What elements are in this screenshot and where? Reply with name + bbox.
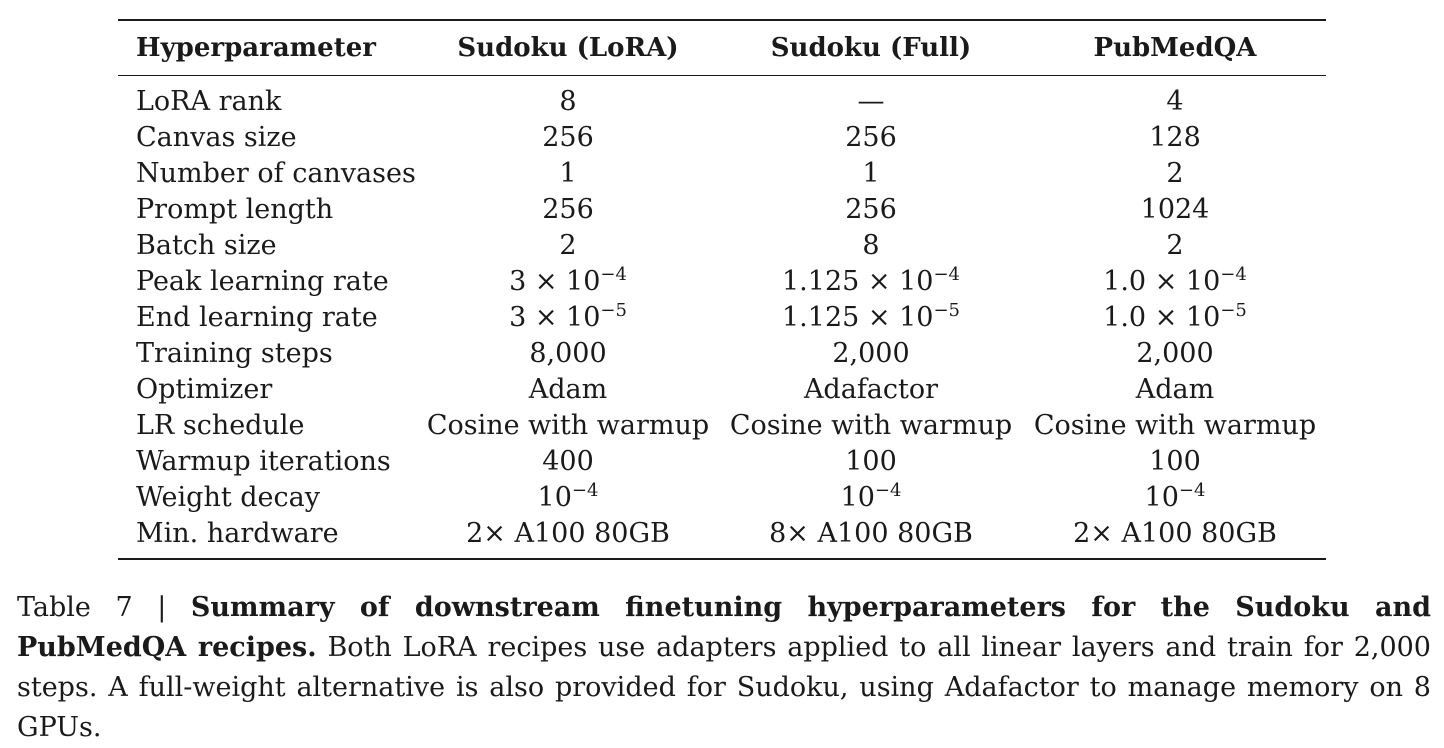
cell-value: 1.0 × 10 bbox=[1103, 266, 1221, 297]
table-cell bbox=[718, 156, 1024, 192]
table-row bbox=[118, 336, 1326, 372]
table-cell bbox=[418, 264, 718, 300]
table-row bbox=[118, 120, 1326, 156]
cell-value: 1.125 × 10 bbox=[782, 302, 934, 333]
table-cell bbox=[418, 76, 718, 121]
table-cell bbox=[418, 336, 718, 372]
table-cell bbox=[1024, 336, 1326, 372]
table-row bbox=[118, 408, 1326, 444]
cell-value: 8 bbox=[862, 230, 880, 261]
cell-value: 4 bbox=[1166, 86, 1184, 117]
cell-value: 3 × 10 bbox=[509, 302, 601, 333]
cell-value: 2,000 bbox=[1136, 338, 1214, 369]
table-cell bbox=[718, 444, 1024, 480]
cell-value: 2,000 bbox=[832, 338, 910, 369]
cell-value: 1.125 × 10 bbox=[782, 266, 934, 297]
table-cell bbox=[1024, 192, 1326, 228]
table-row bbox=[118, 300, 1326, 336]
cell-value: 8 bbox=[559, 86, 577, 117]
table-header-row bbox=[118, 20, 1326, 76]
cell-value: 2× A100 80GB bbox=[466, 518, 670, 549]
cell-value: Cosine with warmup bbox=[426, 410, 710, 441]
cell-exponent: −4 bbox=[874, 480, 902, 501]
cell-value: Cosine with warmup bbox=[729, 410, 1013, 441]
cell-exponent: −4 bbox=[933, 264, 960, 285]
table-cell bbox=[1024, 444, 1326, 480]
table-cell bbox=[718, 408, 1024, 444]
table-body bbox=[118, 76, 1326, 560]
table-row bbox=[118, 192, 1326, 228]
table-cell bbox=[418, 516, 718, 559]
cell-value: 256 bbox=[845, 194, 897, 225]
header-pubmedqa: PubMedQA bbox=[1093, 33, 1257, 63]
caption-prefix: Table 7 | bbox=[17, 592, 191, 623]
row-label: End learning rate bbox=[136, 302, 378, 333]
row-label: LoRA rank bbox=[136, 86, 282, 117]
cell-value: 256 bbox=[845, 122, 897, 153]
table-cell bbox=[718, 264, 1024, 300]
cell-value: 1 bbox=[559, 158, 577, 189]
table-cell bbox=[718, 480, 1024, 516]
cell-value: 2 bbox=[1166, 158, 1184, 189]
table-cell bbox=[1024, 120, 1326, 156]
cell-value: 2 bbox=[559, 230, 577, 261]
table-cell bbox=[1024, 480, 1326, 516]
table-cell bbox=[418, 444, 718, 480]
table-cell bbox=[418, 408, 718, 444]
table-cell bbox=[718, 516, 1024, 559]
row-label: Warmup iterations bbox=[136, 446, 391, 477]
table-cell bbox=[1024, 516, 1326, 559]
table-cell bbox=[1024, 76, 1326, 121]
cell-value: 8× A100 80GB bbox=[769, 518, 973, 549]
table-cell bbox=[718, 76, 1024, 121]
hyperparameter-table bbox=[118, 19, 1326, 560]
table-row bbox=[118, 372, 1326, 408]
table-cell bbox=[418, 120, 718, 156]
table-cell bbox=[718, 336, 1024, 372]
table-cell bbox=[1024, 408, 1326, 444]
cell-value: 128 bbox=[1149, 122, 1201, 153]
caption-text: Both LoRA recipes use adapters applied to all linear layers and train for 2,000 steps. A full-weight alternative is also provided for Sudoku, using Adafactor to manage memory on 8 GPUs. bbox=[17, 632, 1431, 743]
cell-value: 256 bbox=[542, 194, 594, 225]
cell-value: 8,000 bbox=[529, 338, 607, 369]
table-row bbox=[118, 480, 1326, 516]
table-row bbox=[118, 76, 1326, 121]
cell-value: 100 bbox=[845, 446, 897, 477]
cell-value: Adam bbox=[1135, 374, 1215, 405]
table-cell bbox=[418, 300, 718, 336]
table-row bbox=[118, 444, 1326, 480]
table-caption bbox=[17, 588, 1431, 748]
table-row bbox=[118, 156, 1326, 192]
table-cell bbox=[1024, 372, 1326, 408]
table-cell bbox=[1024, 264, 1326, 300]
table-cell bbox=[718, 192, 1024, 228]
row-label: Number of canvases bbox=[136, 158, 416, 189]
table-cell bbox=[718, 120, 1024, 156]
row-label: Weight decay bbox=[136, 482, 321, 513]
cell-exponent: −4 bbox=[600, 264, 627, 285]
table-cell bbox=[1024, 300, 1326, 336]
cell-value: 10 bbox=[840, 482, 875, 513]
row-label: Batch size bbox=[136, 230, 277, 261]
cell-value: 2 bbox=[1166, 230, 1184, 261]
table-row bbox=[118, 516, 1326, 559]
header-sudoku-lora: Sudoku (LoRA) bbox=[457, 33, 679, 63]
cell-exponent: −5 bbox=[933, 300, 960, 321]
table-cell bbox=[418, 480, 718, 516]
cell-value: Adam bbox=[528, 374, 608, 405]
header-sudoku-full: Sudoku (Full) bbox=[770, 33, 972, 63]
row-label: LR schedule bbox=[136, 410, 305, 441]
header-hyperparameter: Hyperparameter bbox=[136, 33, 376, 63]
cell-exponent: −4 bbox=[1220, 264, 1247, 285]
table-cell bbox=[1024, 228, 1326, 264]
table-cell bbox=[418, 192, 718, 228]
cell-value: 10 bbox=[1144, 482, 1179, 513]
row-label: Canvas size bbox=[136, 122, 297, 153]
table-cell bbox=[1024, 156, 1326, 192]
row-label: Training steps bbox=[136, 338, 333, 369]
cell-value: Cosine with warmup bbox=[1033, 410, 1317, 441]
table-header bbox=[118, 20, 1326, 76]
table-cell bbox=[718, 372, 1024, 408]
cell-value: 1024 bbox=[1140, 194, 1210, 225]
table-cell bbox=[418, 372, 718, 408]
table-cell bbox=[418, 156, 718, 192]
cell-value: 1.0 × 10 bbox=[1103, 302, 1221, 333]
cell-value: 100 bbox=[1149, 446, 1201, 477]
row-label: Optimizer bbox=[136, 374, 273, 405]
table-cell bbox=[718, 300, 1024, 336]
row-label: Peak learning rate bbox=[136, 266, 389, 297]
cell-value: 2× A100 80GB bbox=[1073, 518, 1277, 549]
table-cell bbox=[718, 228, 1024, 264]
cell-value: 10 bbox=[537, 482, 572, 513]
table-row bbox=[118, 264, 1326, 300]
table-row bbox=[118, 228, 1326, 264]
caption-bold-title: Summary of downstream finetuning hyperparameters for the Sudoku and PubMedQA recipes. bbox=[17, 592, 1431, 663]
row-label: Min. hardware bbox=[136, 518, 339, 549]
cell-value: Adafactor bbox=[803, 374, 939, 405]
cell-value: 256 bbox=[542, 122, 594, 153]
cell-value: 1 bbox=[862, 158, 880, 189]
hyperparameter-table-container bbox=[118, 19, 1326, 560]
table-cell bbox=[418, 228, 718, 264]
cell-exponent: −4 bbox=[1178, 480, 1206, 501]
cell-exponent: −4 bbox=[571, 480, 599, 501]
cell-exponent: −5 bbox=[1220, 300, 1247, 321]
cell-value: 3 × 10 bbox=[509, 266, 601, 297]
cell-value: — bbox=[857, 86, 885, 117]
cell-value: 400 bbox=[542, 446, 594, 477]
row-label: Prompt length bbox=[136, 194, 334, 225]
cell-exponent: −5 bbox=[600, 300, 627, 321]
